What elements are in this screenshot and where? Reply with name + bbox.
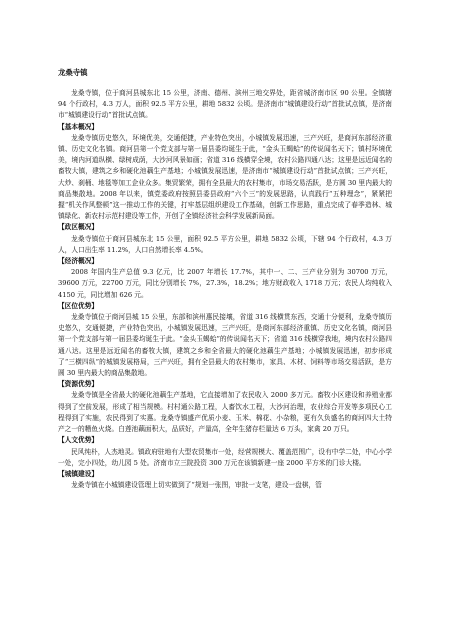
- section-paragraph-location: 龙桑寺镇位于商河县城 15 公里，东部和滨州惠民接壤，省道 316 线横贯东西，交通十分便利，龙桑寺镇历史悠久，交通便捷，产业特色突出，小城镇发展迅速，三产兴旺，是商河东部经济重镇、历史文化名镇，商河县第一个党支部与第一届县委均诞生于此。“金头玉蝎蛤”的传说闻名天下；省道 316 线横穿我地，境内农村公路四通八达。这里是远近闻名的畜牧大镇，建筑之乡和全省最大的硬化池藕生产基地；小城镇发展迅速，初步形成了“三横四纵”的城镇发展格局，三产兴旺，拥有全县最大的农村集市，家具、木材、饲料等市场交易活跃，是方圆 30 里内最大的商品集散地。: [58, 313, 392, 378]
- section-paragraph-culture: 民风纯朴，人杰地灵。镇政府驻地有大型农贸集市一处，经营规模大、覆盖范围广，设有中学二处，中心小学一处，完小四处，幼儿园 5 处。济南市立三院投资 300 万元在该镇新建一座 2000 平方米的门诊大楼。: [58, 447, 392, 467]
- section-heading-location: 【区位优势】: [58, 301, 99, 310]
- section-heading-culture: 【人文优势】: [58, 436, 99, 445]
- section-heading-construction: 【城镇建设】: [58, 469, 99, 478]
- section-heading-basic: 【基本概况】: [58, 122, 99, 131]
- section-paragraph-basic: 龙桑寺镇历史悠久，环境优美，交通便捷，产业特色突出，小城镇发展迅速，三产兴旺，是商河东部经济重镇、历史文化名镇。商河县第一个党支部与第一届县委均诞生于此，“金头玉蝎蛤”的传说闻名天下；镇村环境优美，境内河道纵横、绿树成荫，大沙河风景如画；省道 316 线横穿全境，农村公路四通八达；这里是远近闻名的畜牧大镇，建筑之乡和硬化池藕生产基地；小城镇发展迅速，是济南市“城镇建设行动”首批试点镇；三产兴旺，大炒、刹桶、地毯等加工企业众多。集贸繁荣，拥有全县最大的农村集市，市场交易活跃，是方圆 30 里内最大的商品集散地。2008 年以来，镇党委政府按照县委县政府“六个三”的发展思路，认真践行“五种理念”，紧紧把握“机关作风整顿”这一推动工作的关键，打牢基层组织建设工作基础，创新工作思路，重点完成了春季造林、城镇绿化、新农村示范村建设等工作，开创了全镇经济社会科学发展新局面。: [58, 133, 392, 221]
- page-title: 龙桑寺镇: [58, 68, 88, 77]
- section-heading-resources: 【资源优势】: [58, 380, 99, 389]
- section-paragraph-economy: 2008 年国内生产总值 9.3 亿元，比 2007 年增长 17.7%，其中一、二、三产业分别为 30700 万元，39600 万元，22700 万元，同比分别增长 7%，27.3%，18.2%；地方财政收入 1718 万元；农民人均纯收入 4150 元，同比增加 626 元。: [58, 268, 392, 299]
- section-heading-economy: 【经济概况】: [58, 257, 99, 266]
- section-paragraph-construction: 龙桑寺镇在小城镇建设管理上切实做到了“规划一张图，审批一支笔，建设一盘棋，管: [71, 481, 322, 490]
- section-paragraph-resources: 龙桑寺镇是全省最大的硬化池藕生产基地，它直接增加了农民收入 2000 多万元。畜牧小区建设和养殖业都得到了空前发展，形成了相当规模。村村通公路工程，人畜饮水工程，大沙河治理，农业综合开发等多项民心工程得到了实施，农民得到了实惠。龙桑寺镇盛产优质小麦、玉米、棉花、小杂粮，更有久负盛名的商河四大土特产之一的糟鱼火烧。白莲池藕面积大，品质好，产量高，全年生猪存栏量达 6 万头，家禽 20 万只。: [58, 391, 392, 434]
- section-heading-admin: 【政区概况】: [58, 223, 99, 232]
- section-paragraph-admin: 龙桑寺镇位于商河县城东北 15 公里，面积 92.5 平方公里，耕地 5832 公顷，下辖 94 个行政村，4.3 万人，人口出生率 11.2%，人口自然增长率 4.5%。: [58, 234, 392, 254]
- intro-paragraph: 龙桑寺镇，位于商河县城东北 15 公里，济南、德州、滨州三地交界处，距省城济南市区 90 公里。全镇辖 94 个行政村，4.3 万人，面积 92.5 平方公里，耕地 5832 公顷。是济南市“城镇建设行动”首批试点镇，是济南市“城镇建设行动”首批试点镇。: [58, 89, 392, 120]
